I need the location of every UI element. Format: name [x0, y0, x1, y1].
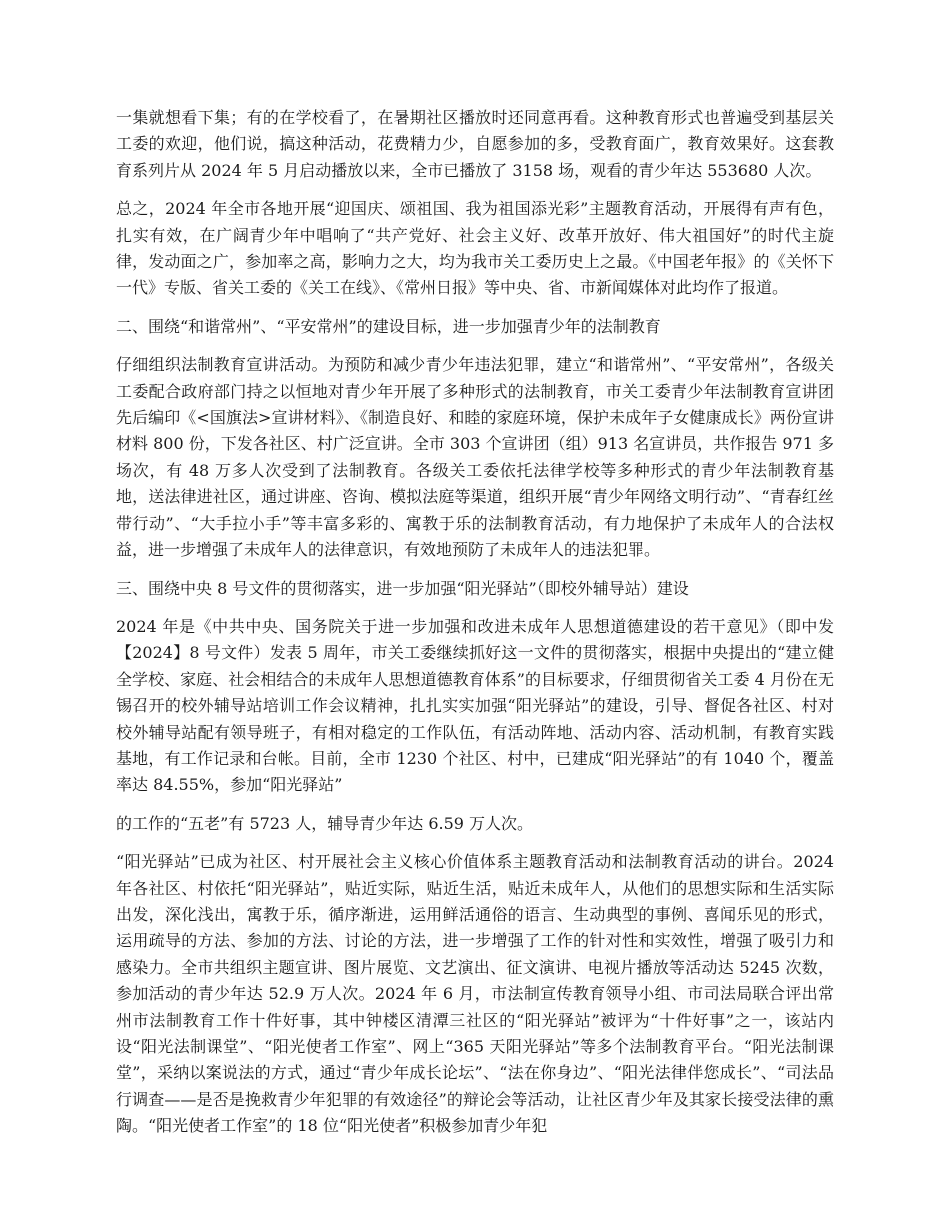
section-heading-legal-education: 二、围绕“和谐常州”、“平安常州”的建设目标，进一步加强青少年的法制教育 — [116, 316, 661, 336]
document-body — [116, 105, 834, 1152]
section-heading-sunshine-station: 三、围绕中央 8 号文件的贯彻落实，进一步加强“阳光驿站”（即校外辅导站）建设 — [116, 578, 689, 598]
paragraph-document-8-implementation: 2024 年是《中共中央、国务院关于进一步加强和改进未成年人思想道德建设的若干意见》（即中发【2024】8 号文件）发表 5 周年，市关工委继续抓好这一文件的贯彻落实，根据中央提出的“建立健全学校、家庭、社会相结合的未成年人思想道德教育体系”的目标要求，仔细贯彻省关工委 4 月份在无锡召开的校外辅导站培训工作会议精神，扎扎实实加强“阳光驿站”的建设，引导、督促各社区、村对校外辅导站配有领导班子，有相对稳定的工作队伍，有活动阵地、活动内容、活动机制，有教育实践基地，有工作记录和台帐。目前，全市 1230 个社区、村中，已建成“阳光驿站”的有 1040 个，覆盖率达 84.55%，参加“阳光驿站” — [116, 616, 834, 795]
paragraph-tv-series-viewing: 一集就想看下集；有的在学校看了，在暑期社区播放时还同意再看。这种教育形式也普遍受到基层关工委的欢迎，他们说，搞这种活动，花费精力少，自愿参加的多，受教育面广，教育效果好。这套教育系列片从 2024 年 5 月启动播放以来，全市已播放了 3158 场，观看的青少年达 553680 人次。 — [116, 108, 834, 180]
paragraph-five-elders-count: 的工作的“五老”有 5723 人，辅导青少年达 6.59 万人次。 — [116, 813, 534, 833]
paragraph-national-day-summary: 总之，2024 年全市各地开展“迎国庆、颂祖国、我为祖国添光彩”主题教育活动，开展得有声有色，扎实有效，在广阔青少年中唱响了“共产党好、社会主义好、改革开放好、伟大祖国好”的时代主旋律，发动面之广，参加率之高，影响力之大，均为我市关工委历史上之最。《中国老年报》的《关怀下一代》专版、省关工委的《关工在线》、《常州日报》等中央、省、市新闻媒体对此均作了报道。 — [116, 199, 834, 298]
paragraph-legal-lectures: 仔细组织法制教育宣讲活动。为预防和减少青少年违法犯罪，建立“和谐常州”、“平安常州”，各级关工委配合政府部门持之以恒地对青少年开展了多种形式的法制教育，市关工委青少年法制教育宣讲团先后编印《<国旗法>宣讲材料》、《制造良好、和睦的家庭环境，保护未成年子女健康成长》两份宣讲材料 800 份，下发各社区、村广泛宣讲。全市 303 个宣讲团（组）913 名宣讲员，共作报告 971 多场次，有 48 万多人次受到了法制教育。各级关工委依托法律学校等多种形式的青少年法制教育基地，送法律进社区，通过讲座、咨询、模拟法庭等渠道，组织开展“青少年网络文明行动”、“青春红丝带行动”、“大手拉小手”等丰富多彩的、寓教于乐的法制教育活动，有力地保护了未成年人的合法权益，进一步增强了未成年人的法律意识，有效地预防了未成年人的违法犯罪。 — [116, 355, 834, 560]
paragraph-sunshine-station-activities: “阳光驿站”已成为社区、村开展社会主义核心价值体系主题教育活动和法制教育活动的讲台。2024 年各社区、村依托“阳光驿站”，贴近实际，贴近生活，贴近未成年人，从他们的思想实际和生活实际出发，深化浅出，寓教于乐，循序渐进，运用鲜活通俗的语言、生动典型的事例、喜闻乐见的形式，运用疏导的方法、参加的方法、讨论的方法，进一步增强了工作的针对性和实效性，增强了吸引力和感染力。全市共组织主题宣讲、图片展览、文艺演出、征文演讲、电视片播放等活动达 5245 次数，参加活动的青少年达 52.9 万人次。2024 年 6 月，市法制宣传教育领导小组、市司法局联合评出常州市法制教育工作十件好事，其中钟楼区清潭三社区的“阳光驿站”被评为“十件好事”之一，该站内设“阳光法制课堂”、“阳光使者工作室”、网上“365 天阳光驿站”等多个法制教育平台。“阳光法制课堂”，采纳以案说法的方式，通过“青少年成长论坛”、“法在你身边”、“阳光法律伴您成长”、“司法品行调查——是否是挽救青少年犯罪的有效途径”的辩论会等活动，让社区青少年及其家长接受法律的熏陶。“阳光使者工作室”的 18 位“阳光使者”积极参加青少年犯 — [116, 852, 834, 1136]
